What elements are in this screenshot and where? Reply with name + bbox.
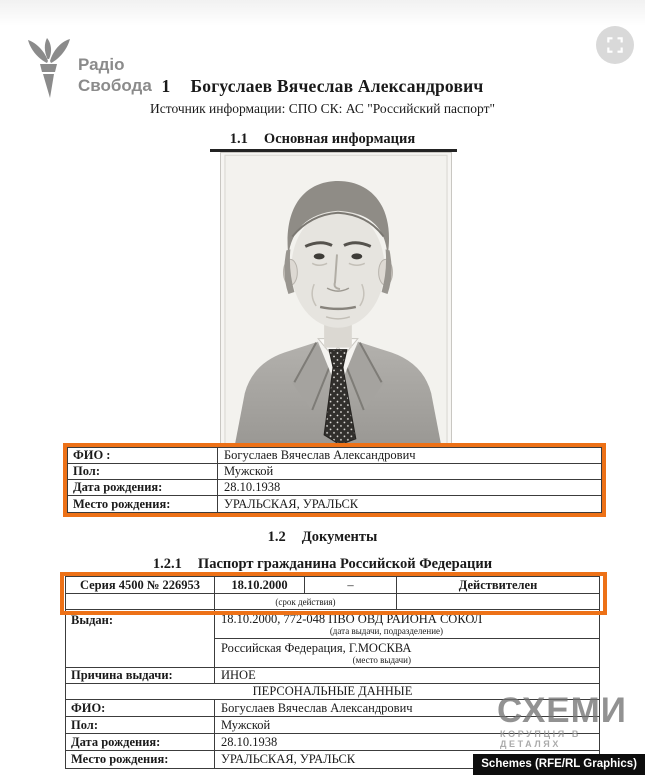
- main-info-table: [67, 447, 602, 513]
- reason-row: Причина выдачи: ИНОЕ: [66, 668, 599, 684]
- title-number: 1: [161, 76, 171, 96]
- passport-date-to: –: [305, 577, 397, 593]
- fullscreen-button[interactable]: [596, 26, 634, 64]
- table-row: Пол: Мужской: [66, 717, 599, 734]
- table-row: Дата рождения: 28.10.1938: [68, 480, 601, 496]
- table-row: ФИО: Богуслаев Вячеслав Александрович: [66, 700, 599, 717]
- table-row: Место рождения: УРАЛЬСКАЯ, УРАЛЬСК: [68, 496, 601, 512]
- issued-place-cell: Российская Федерация, Г.МОСКВА (место выдачи): [221, 640, 412, 665]
- section-heading-main-info: 1.1 Основная информация: [229, 131, 416, 147]
- graphics-credit-badge: Schemes (RFE/RL Graphics): [473, 754, 645, 775]
- issued-row: [66, 610, 599, 668]
- title-text: Богуслаев Вячеслав Александрович: [190, 76, 484, 96]
- validity-caption-row: [66, 594, 599, 610]
- personal-data-header: ПЕРСОНАЛЬНЫЕ ДАННЫЕ: [66, 684, 599, 700]
- issued-date-cell: 18.10.2000, 772-048 ПВО ОВД РАЙОНА СОКОЛ (дата выдачи, подразделение): [215, 610, 599, 639]
- schemes-watermark-subtitle: КОРУПЦІЯ В ДЕТАЛЯХ: [500, 729, 581, 749]
- place-caption: (место выдачи): [352, 654, 411, 665]
- passport-header-row: [66, 577, 599, 594]
- table-row: Место рождения: УРАЛЬСКАЯ, УРАЛЬСК: [66, 751, 599, 768]
- passport-status: Действителен: [458, 577, 538, 592]
- logo-text: Радіо Свобода: [78, 55, 152, 95]
- fullscreen-corners-icon: [605, 35, 625, 55]
- top-gradient: [0, 0, 645, 26]
- section-heading-passport: 1.2.1 Паспорт гражданина Российской Федерации: [152, 556, 493, 572]
- main-info-table-highlight: [63, 443, 606, 517]
- source-line: Источник информации: СПО СК: АС "Российский паспорт": [150, 101, 495, 116]
- table-row: ФИО : Богуслаев Вячеслав Александрович: [68, 448, 601, 464]
- section-heading-documents: 1.2 Документы: [267, 529, 378, 545]
- table-row: Дата рождения: 28.10.1938: [66, 734, 599, 751]
- passport-date-from: 18.10.2000: [215, 577, 305, 593]
- page-title: [0, 76, 645, 97]
- table-row: Пол: Мужской: [68, 464, 601, 480]
- validity-caption: (срок действия): [215, 594, 397, 609]
- issued-caption: (дата выдачи, подразделение): [329, 626, 443, 636]
- portrait-photo-drawing: [221, 153, 451, 445]
- passport-photo: [220, 152, 452, 446]
- passport-series: Серия 4500 № 226953: [66, 577, 215, 593]
- issued-label: Выдан:: [66, 610, 215, 667]
- schemes-watermark: СХЕМИ: [497, 691, 627, 730]
